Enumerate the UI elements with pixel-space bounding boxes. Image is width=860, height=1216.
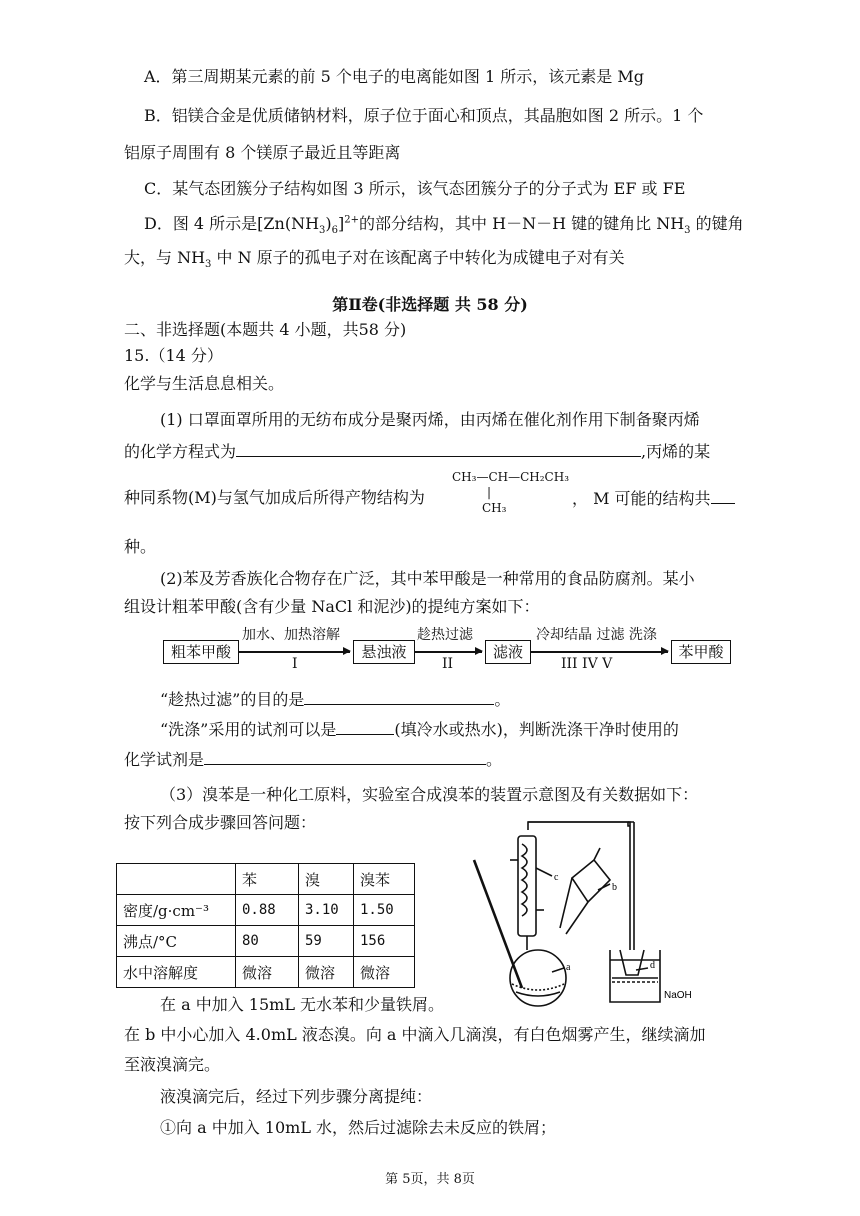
flow-box-product: 苯甲酸: [671, 640, 731, 664]
flow-box-suspension: 悬浊液: [353, 640, 415, 664]
structure-bottom: CH₃: [482, 501, 507, 515]
table-header-cell: 苯: [236, 864, 299, 895]
section-title: 第Ⅱ卷(非选择题 共 58 分): [332, 295, 528, 314]
table-cell: 水中溶解度: [117, 957, 236, 988]
table-cell: 156: [354, 926, 415, 957]
table-cell: 0.88: [236, 895, 299, 926]
step-c: 液溴滴完后，经过下列步骤分离提纯：: [160, 1087, 433, 1106]
flow-step1-num: I: [292, 656, 298, 672]
answer-blank-purpose[interactable]: [304, 688, 494, 705]
question-number: 15.（14 分）: [124, 346, 223, 365]
table-header-cell: [117, 864, 236, 895]
flow-box-crude: 粗苯甲酸: [163, 640, 239, 664]
option-d-line2: 大，与 $NH_3$ 中 N 原子的孤电子对在该配离子中转化为成键电子对有关: [124, 248, 625, 271]
flow-box-filtrate: 滤液: [485, 640, 531, 664]
option-a: A．第三周期某元素的前 5 个电子的电离能如图 1 所示，该元素是 Mg: [144, 67, 644, 86]
table-cell: 微溶: [299, 957, 354, 988]
flow-step1-label: 加水、加热溶解: [242, 627, 340, 643]
flow-step3-label: 冷却结晶 过滤 洗涤: [536, 627, 657, 643]
page-footer: 第 5页，共 8页: [385, 1172, 475, 1187]
apparatus-label-a: a: [566, 962, 571, 973]
table-cell: 微溶: [354, 957, 415, 988]
apparatus-label-d: d: [650, 960, 655, 971]
part2-line1: (2)苯及芳香族化合物存在广泛，其中苯甲酸是一种常用的食品防腐剂。某小: [160, 569, 695, 588]
answer-blank-count[interactable]: [711, 487, 735, 504]
option-b-line1: B．铝镁合金是优质储钠材料，原子位于面心和顶点，其晶胞如图 2 所示。1 个: [144, 106, 704, 125]
flow-step3-num: III IV V: [561, 656, 613, 672]
step-b-line2: 至液溴滴完。: [124, 1055, 221, 1074]
flow-step2-num: II: [442, 656, 454, 672]
table-row: [117, 895, 415, 926]
option-b-line2: 铝原子周围有 8 个镁原子最近且等距离: [124, 143, 401, 162]
table-cell: 微溶: [236, 957, 299, 988]
table-cell: 59: [299, 926, 354, 957]
property-table: [116, 863, 415, 988]
table-cell: 80: [236, 926, 299, 957]
flow-arrow-1: [239, 651, 350, 653]
table-cell: 1.50: [354, 895, 415, 926]
table-row: [117, 957, 415, 988]
part2-q3: 化学试剂是 。: [124, 750, 503, 769]
table-header-cell: 溴苯: [354, 864, 415, 895]
part1-line2: 的化学方程式为 ,丙烯的某: [124, 442, 711, 461]
option-c: C．某气态团簇分子结构如图 3 所示，该气态团簇分子的分子式为 EF 或 FE: [144, 179, 686, 198]
part3-line1: （3）溴苯是一种化工原料，实验室合成溴苯的装置示意图及有关数据如下：: [160, 785, 699, 804]
question-intro: 化学与生活息息相关。: [124, 374, 285, 393]
part1-line4: 种。: [124, 537, 157, 556]
part3-line2: 按下列合成步骤回答问题：: [124, 813, 317, 832]
table-cell: 密度/g·cm⁻³: [117, 895, 236, 926]
part2-line2: 组设计粗苯甲酸(含有少量 NaCl 和泥沙)的提纯方案如下：: [124, 597, 540, 616]
part1-line3b: ， M 可能的结构共: [572, 487, 735, 510]
part2-q2: “洗涤”采用的试剂可以是 (填冷水或热水)，判断洗涤干净时使用的: [160, 720, 679, 739]
section-heading: 二、非选择题(本题共 4 小题，共58 分): [124, 320, 407, 339]
structure-top: CH₃—CH—CH₂CH₃: [452, 470, 570, 484]
flow-arrow-3: [531, 651, 668, 653]
part1-line3a: 种同系物(M)与氢气加成后所得产物结构为: [124, 488, 425, 507]
step-b-line1: 在 b 中小心加入 4.0mL 液态溴。向 a 中滴入几滴溴，有白色烟雾产生，继续滴加: [124, 1025, 706, 1044]
step-1: ①向 a 中加入 10mL 水，然后过滤除去未反应的铁屑；: [160, 1118, 557, 1137]
apparatus-label-c: c: [554, 872, 559, 883]
answer-blank-equation[interactable]: [236, 440, 641, 457]
apparatus-label-naoh: NaOH: [664, 990, 692, 1001]
table-row: [117, 926, 415, 957]
apparatus-diagram: [460, 810, 720, 1010]
table-header-row: [117, 864, 415, 895]
flow-step2-label: 趁热过滤: [417, 627, 473, 643]
step-a: 在 a 中加入 15mL 无水苯和少量铁屑。: [160, 995, 445, 1014]
table-header-cell: 溴: [299, 864, 354, 895]
table-cell: 3.10: [299, 895, 354, 926]
structure-bond: |: [487, 485, 492, 499]
flow-arrow-2: [415, 651, 482, 653]
part1-line1: (1) 口罩面罩所用的无纺布成分是聚丙烯，由丙烯在催化剂作用下制备聚丙烯: [160, 410, 700, 429]
answer-blank-test-reagent[interactable]: [204, 748, 486, 765]
part2-q1: “趁热过滤”的目的是 。: [160, 690, 511, 709]
option-d-line1: D．图 4 所示是$[Zn(NH_3)_6]^{2+}$的部分结构，其中 H－N－H 键的键角比 $NH_3$ 的键角: [144, 214, 744, 237]
table-cell: 沸点/°C: [117, 926, 236, 957]
answer-blank-reagent[interactable]: [336, 718, 394, 735]
apparatus-label-b: b: [612, 882, 617, 893]
